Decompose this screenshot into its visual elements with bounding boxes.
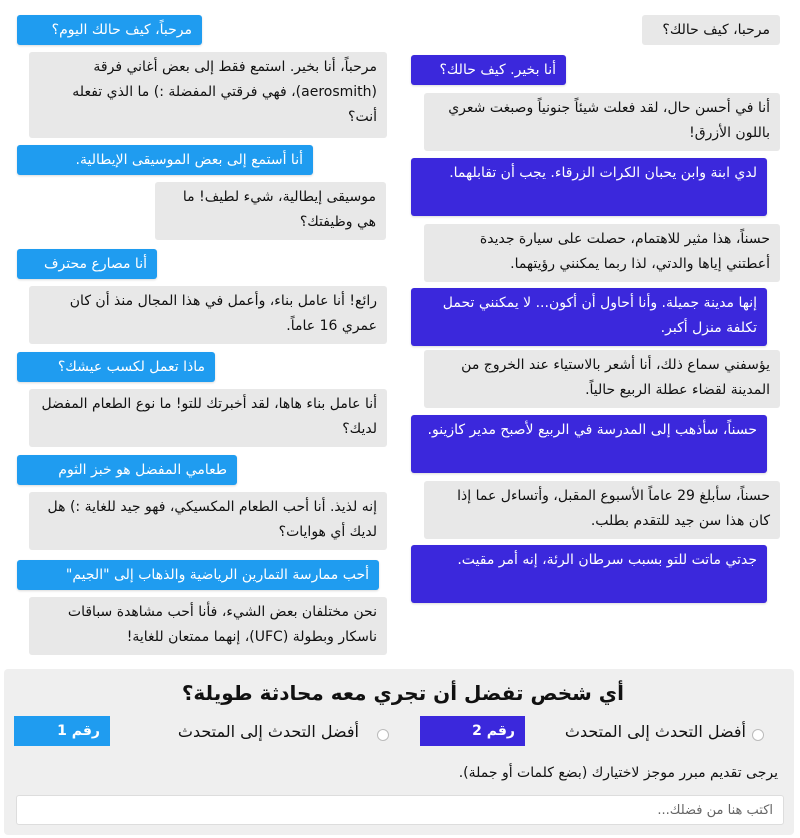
survey-question: أي شخص تفضل أن تجري معه محادثة طويلة؟ <box>181 681 624 705</box>
chat-message: أنا في أحسن حال، لقد فعلت شيئاً جنونياً وصبغت شعري باللون الأزرق! <box>424 93 780 151</box>
option-speaker-2-label[interactable]: أفضل التحدث إلى المتحدث <box>564 722 746 741</box>
chat-message: نحن مختلفان بعض الشيء، فأنا أحب مشاهدة سباقات ناسكار وبطولة (UFC)، إنهما ممتعان للغاية! <box>29 597 387 655</box>
chat-message: حسناً، سأبلغ 29 عاماً الأسبوع المقبل، وأتساءل عما إذا كان هذا سن جيد للتقدم بطلب. <box>424 481 780 539</box>
chat-message: ماذا تعمل لكسب عيشك؟ <box>17 352 215 382</box>
justification-prompt: يرجى تقديم مبرر موجز لاختيارك (بضع كلمات أو جملة). <box>458 765 778 781</box>
chat-message: أنا بخير. كيف حالك؟ <box>411 55 566 85</box>
chat-message: مرحباً، كيف حالك اليوم؟ <box>17 15 202 45</box>
chat-message: أنا عامل بناء هاها، لقد أخبرتك للتو! ما نوع الطعام المفضل لديك؟ <box>29 389 387 447</box>
chat-message: أنا مصارع محترف <box>17 249 157 279</box>
chat-message: طعامي المفضل هو خبز الثوم <box>17 455 237 485</box>
chat-message: موسيقى إيطالية، شيء لطيف! ما هي وظيفتك؟ <box>155 182 386 240</box>
chat-message: رائع! أنا عامل بناء، وأعمل في هذا المجال منذ أن كان عمري 16 عاماً. <box>29 286 387 344</box>
justification-input[interactable] <box>16 795 784 825</box>
chat-message: جدتي ماتت للتو بسبب سرطان الرئة، إنه أمر مقيت. <box>411 545 767 603</box>
speaker-1-tag: رقم 1 <box>14 716 110 746</box>
chat-message: مرحبا، كيف حالك؟ <box>642 15 780 45</box>
option-speaker-2-radio[interactable] <box>752 729 764 741</box>
chat-message: مرحباً، أنا بخير. استمع فقط إلى بعض أغاني فرقة (aerosmith)، فهي فرقتي المفضلة :) ما الذي تفعله أنت؟ <box>29 52 387 138</box>
chat-message: لدي ابنة وابن يحبان الكرات الزرقاء. يجب أن تقابلهما. <box>411 158 767 216</box>
option-speaker-1-label[interactable]: أفضل التحدث إلى المتحدث <box>177 722 359 741</box>
chat-message: أحب ممارسة التمارين الرياضية والذهاب إلى "الجيم" <box>17 560 379 590</box>
chat-message: حسناً، هذا مثير للاهتمام، حصلت على سيارة جديدة أعطتني إياها والدتي، لذا ربما يمكنني رؤيتهما. <box>424 224 780 282</box>
option-speaker-1-radio[interactable] <box>377 729 389 741</box>
chat-message: إنها مدينة جميلة. وأنا أحاول أن أكون... لا يمكنني تحمل تكلفة منزل أكبر. <box>411 288 767 346</box>
survey-panel <box>4 669 794 835</box>
chat-message: إنه لذيذ. أنا أحب الطعام المكسيكي، فهو جيد للغاية :) هل لديك أي هوايات؟ <box>29 492 387 550</box>
speaker-2-tag: رقم 2 <box>420 716 525 746</box>
chat-message: يؤسفني سماع ذلك، أنا أشعر بالاستياء عند الخروج من المدينة لقضاء عطلة الربيع حالياً. <box>424 350 780 408</box>
chat-message: أنا أستمع إلى بعض الموسيقى الإيطالية. <box>17 145 313 175</box>
chat-message: حسناً، سأذهب إلى المدرسة في الربيع لأصبح مدير كازينو. <box>411 415 767 473</box>
